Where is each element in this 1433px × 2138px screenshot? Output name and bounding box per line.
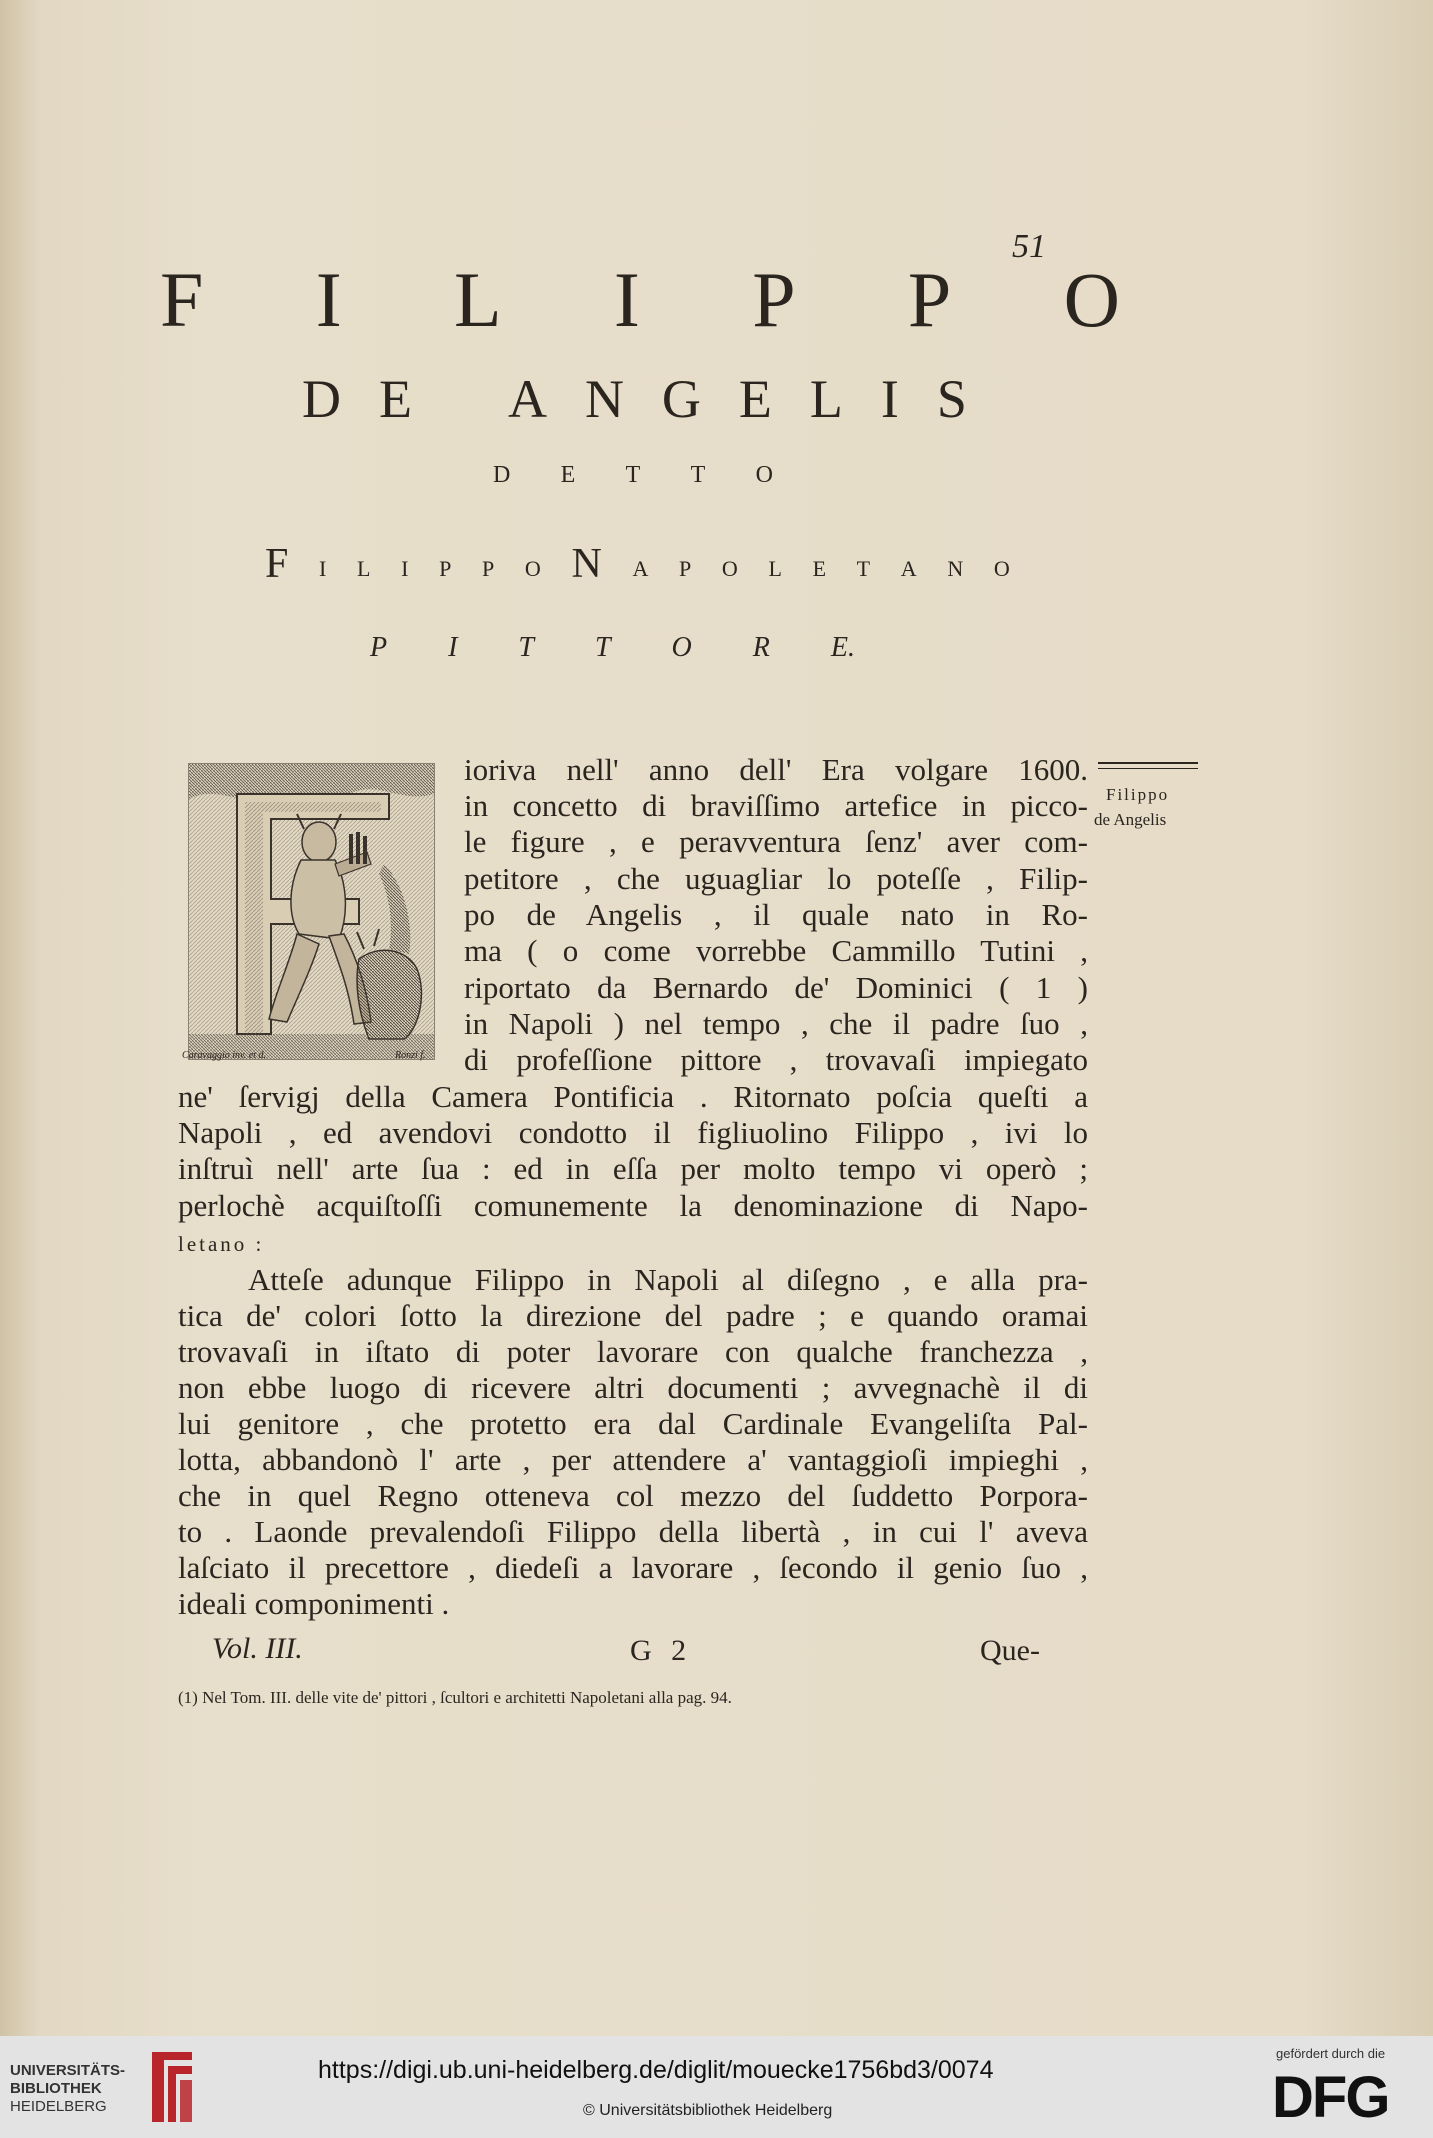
title-letter: E. [830,632,855,663]
title-letter: F [160,256,204,343]
page-number: 51 [1012,228,1046,265]
text-line: lui genitore , che protetto era dal Cardinale Evangeliſta Pal- [178,1406,1088,1441]
text-line: non ebbe luogo di ricevere altri documenti ; avvegnachè il di [178,1370,1088,1405]
title-letter: F [265,541,289,587]
engraving-caption-left: Caravaggio inv. et d. [182,1050,266,1061]
title-letter: N [584,369,624,429]
title-letter: T [856,556,871,581]
text-line: riportato da Bernardo de' Dominici ( 1 ) [464,970,1088,1005]
decorated-initial-engraving [188,763,435,1060]
title-letter: P [439,556,452,581]
engraving-caption-right: Ronzi f. [395,1050,426,1061]
title-letter: O [993,556,1010,581]
margin-note-line2: de Angelis [1094,810,1167,829]
library-name-line3: HEIDELBERG [10,2098,107,2115]
title-letter: I [315,256,342,343]
library-name-line2: BIBLIOTHEK [10,2080,102,2097]
text-line: Atteſe adunque Filippo in Napoli al diſegno , e alla pra- [248,1262,1088,1297]
title-letter: S [936,369,967,429]
title-letter: I [319,556,327,581]
dfg-logo[interactable]: DFG [1272,2065,1389,2130]
title-letter: O [721,556,738,581]
text-line: ioriva nell' anno dell' Era volgare 1600. [464,752,1088,787]
title-letter: D [302,369,341,429]
text-line: ma ( o come vorrebbe Cammillo Tutini , [464,933,1088,968]
title-letter: P [370,632,388,663]
title-letter: O [1063,256,1120,343]
text-line: che in quel Regno otteneva col mezzo del ſuddetto Porpora- [178,1478,1088,1513]
text-line: letano : [178,1232,265,1256]
satyr-engraving-illustration [189,764,434,1059]
funding-label: gefördert durch die [1276,2046,1386,2061]
title-letter: P [482,556,495,581]
title-letter: O [755,462,773,488]
title-letter: T [690,462,706,488]
text-line: le figure , e peravventura ſenz' aver com- [464,824,1088,859]
library-logo-text[interactable] [10,2062,125,2116]
text-line: tica de' colori ſotto la direzione del padre ; e quando oramai [178,1298,1088,1333]
title-line-filippo-napoletano [265,540,1010,588]
catchword: Que- [980,1634,1040,1667]
title-letter: E [738,369,772,429]
title-line-de-angelis [302,368,967,430]
text-line: ne' ſervigj della Camera Pontificia . Ritornato poſcia queſti a [178,1079,1088,1114]
text-line: petitore , che uguagliar lo poteſſe , Filip- [464,861,1088,896]
title-letter: G [661,369,701,429]
title-letter: I [448,632,458,663]
text-line: perlochè acquiſtoſſi comunemente la denominazione di Napo- [178,1188,1088,1223]
margin-note-line1: Filippo [1106,785,1170,804]
page-url-link[interactable]: https://digi.ub.uni-heidelberg.de/diglit/mouecke1756bd3/0074 [318,2056,994,2084]
title-letter: E [812,556,827,581]
text-line: in Napoli ) nel tempo , che il padre ſuo , [464,1006,1088,1041]
title-letter: O [524,556,541,581]
title-letter: N [571,541,602,587]
copyright-notice: © Universitätsbibliothek Heidelberg [583,2102,833,2119]
title-letter: D [493,462,511,488]
text-line: ideali componimenti . [178,1586,450,1621]
title-letter: T [625,462,641,488]
volume-signature: Vol. III. [212,1632,303,1665]
title-letter: L [809,369,843,429]
text-line: trovavaſi in iſtato di poter lavorare con qualche franchezza , [178,1334,1088,1369]
title-letter: A [632,556,649,581]
title-letter: O [671,632,692,663]
title-letter: A [507,369,547,429]
title-line-filippo [160,255,1120,345]
title-letter: I [401,556,409,581]
text-line: to . Laonde prevalendoſi Filippo della libertà , in cui l' aveva [178,1514,1088,1549]
text-line: in concetto di braviſſimo artefice in picco- [464,788,1088,823]
signature-mark: G 2 [630,1634,693,1667]
title-letter: I [613,256,640,343]
margin-rule [1098,762,1198,769]
library-logo-icon[interactable] [146,2046,198,2131]
text-line: laſciato il precettore , diedeſi a lavorare , ſecondo il genio ſuo , [178,1550,1088,1585]
title-letter: I [880,369,899,429]
title-line-pittore [370,632,855,664]
title-letter: L [453,256,502,343]
text-line: lotta, abbandonò l' arte , per attendere a' vantaggioſi impieghi , [178,1442,1088,1477]
text-line: po de Angelis , il quale nato in Ro- [464,897,1088,932]
title-letter: E [378,369,412,429]
title-letter: P [679,556,692,581]
text-line: Napoli , ed avendovi condotto il figliuolino Filippo , ivi lo [178,1115,1088,1150]
title-letter: T [518,632,534,663]
footnote: (1) Nel Tom. III. delle vite de' pittori , ſcultori e architetti Napoletani alla pag. 94. [178,1688,732,1707]
title-letter: R [752,632,770,663]
title-letter: E [560,462,576,488]
title-letter: P [907,256,952,343]
viewer-footer [0,2036,1433,2138]
text-line: inſtruì nell' arte ſua : ed in eſſa per molto tempo vi operò ; [178,1151,1088,1186]
title-letter: A [900,556,917,581]
title-line-detto [493,462,773,489]
title-letter: P [752,256,796,343]
library-name-line1: UNIVERSITÄTS- [10,2062,126,2079]
title-letter: L [768,556,782,581]
title-letter: T [594,632,611,663]
title-letter: L [357,556,371,581]
title-letter: N [947,556,964,581]
text-line: di profeſſione pittore , trovavaſi impiegato [464,1042,1088,1077]
